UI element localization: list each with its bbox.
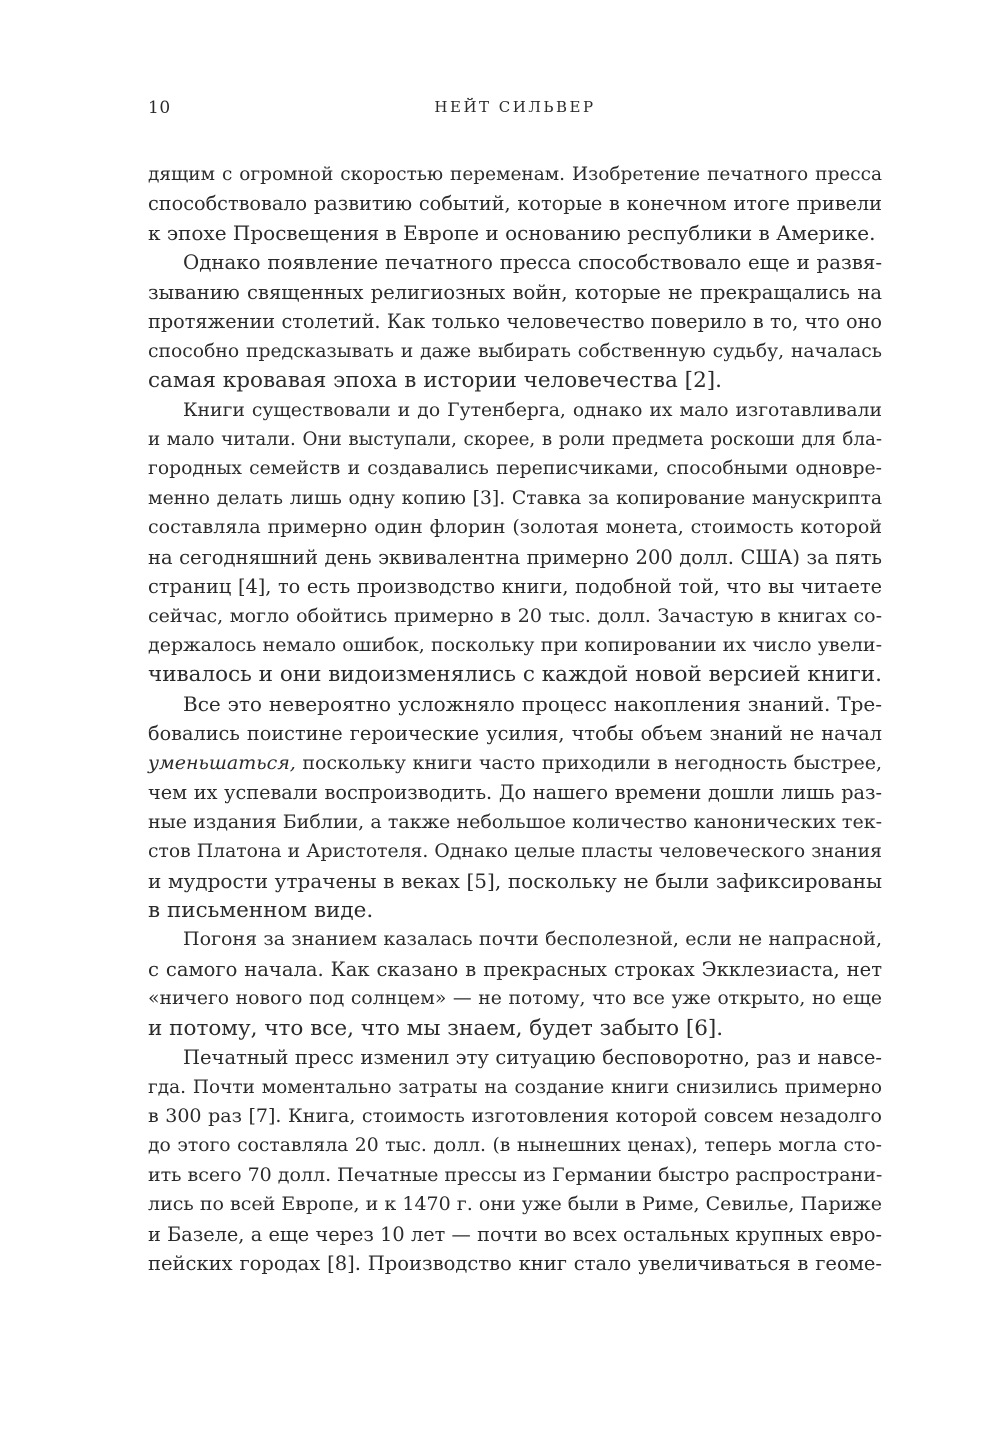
text-line: способствовало развитию событий, которые в конечном итоге привели [148, 192, 882, 216]
paragraph-3 [148, 396, 882, 690]
text-line: на сегодняшний день эквивалентна примерно 200 долл. США) за пять [148, 545, 882, 569]
text-line: чивалось и они видоизменялись с каждой новой версией книги. [148, 662, 882, 688]
text-line: гда. Почти моментально затраты на создание книги снизились примерно [148, 1076, 882, 1098]
text-line: держалось немало ошибок, поскольку при копировании их число увели- [148, 634, 882, 656]
paragraph-2 [148, 248, 882, 395]
text-line: и Базеле, а еще через 10 лет — почти во всех остальных крупных евро- [148, 1222, 882, 1246]
text-line: сейчас, могло обойтись примерно в 20 тыс. долл. Зачастую в книгах со- [148, 604, 882, 627]
text-line: составляла примерно один флорин (золотая монета, стоимость которой [148, 516, 882, 539]
text-line: «ничего нового под солнцем» — не потому, что все уже открыто, но еще [148, 988, 882, 1010]
text-line: самая кровавая эпоха в истории человечества [2]. [148, 368, 722, 394]
paragraph-5 [148, 925, 882, 1043]
page-number: 10 [148, 98, 171, 118]
text-line: и потому, что все, что мы знаем, будет забыто [6]. [148, 1015, 724, 1041]
italic-word: уменьшаться, [148, 751, 296, 774]
text-line: Погоня за знанием казалась почти бесполезной, если не напрасной, [183, 928, 882, 951]
text-line: протяжении столетий. Как только человечество поверило в то, что оно [148, 310, 882, 334]
running-head-author: НЕЙТ СИЛЬВЕР [434, 98, 596, 116]
text-line: Книги существовали и до Гутенберга, однако их мало изготавливали [183, 399, 882, 421]
text-line: Однако появление печатного пресса способствовало еще и развя- [183, 251, 882, 275]
text-line: ные издания Библии, а также небольшое количество канонических тек- [148, 810, 882, 833]
text-line: менно делать лишь одну копию [3]. Ставка за копирование манускрипта [148, 487, 882, 509]
text-line: чем их успевали воспроизводить. До нашего времени дошли лишь раз- [148, 781, 882, 805]
paragraph-4 [148, 690, 882, 926]
text-line: Печатный пресс изменил эту ситуацию бесповоротно, раз и навсе- [183, 1046, 882, 1070]
body-text [148, 160, 882, 1279]
text-line: в 300 раз [7]. Книга, стоимость изготовления которой совсем незадолго [148, 1105, 882, 1127]
text-line: до этого составляла 20 тыс. долл. (в нынешних ценах), теперь могла сто- [148, 1135, 882, 1157]
text-line [148, 749, 882, 778]
text-line: и мудрости утрачены в веках [5], поскольку не были зафиксированы [148, 868, 882, 893]
text-line: бовались поистине героические усилия, чтобы объем знаний не начал [148, 722, 882, 746]
text-line: в письменном виде. [148, 897, 374, 923]
paragraph-1 [148, 160, 882, 248]
text-line: способно предсказывать и даже выбирать собственную судьбу, началась [148, 340, 882, 362]
text-line: ить всего 70 долл. Печатные прессы из Германии быстро распространи- [148, 1163, 883, 1186]
text-line: лись по всей Европе, и к 1470 г. они уже были в Риме, Севилье, Париже [148, 1193, 882, 1216]
text-line: и мало читали. Они выступали, скорее, в роли предмета роскоши для бла- [148, 428, 882, 450]
text-line: пейских городах [8]. Производство книг стало увеличиваться в геоме- [148, 1252, 882, 1276]
paragraph-6 [148, 1043, 882, 1279]
text-line: Все это невероятно усложняло процесс накопления знаний. Тре- [183, 691, 882, 716]
text-line: городных семейств и создавались переписчиками, способными одновре- [148, 458, 882, 480]
text-line: стов Платона и Аристотеля. Однако целые пласты человеческого знания [148, 841, 882, 863]
text-line: с самого начала. Как сказано в прекрасных строках Экклезиаста, нет [148, 957, 882, 981]
page-header [148, 98, 882, 128]
text-line: к эпохе Просвещения в Европе и основанию республики в Америке. [148, 220, 876, 245]
text-line: зыванию священных религиозных войн, которые не прекращались на [148, 280, 882, 304]
text-fragment: поскольку книги часто приходили в негодность быстрее, [295, 751, 882, 774]
text-line: страниц [4], то есть производство книги, подобной той, что вы читаете [148, 575, 882, 599]
text-line: дящим с огромной скоростью переменам. Изобретение печатного пресса [148, 164, 882, 185]
